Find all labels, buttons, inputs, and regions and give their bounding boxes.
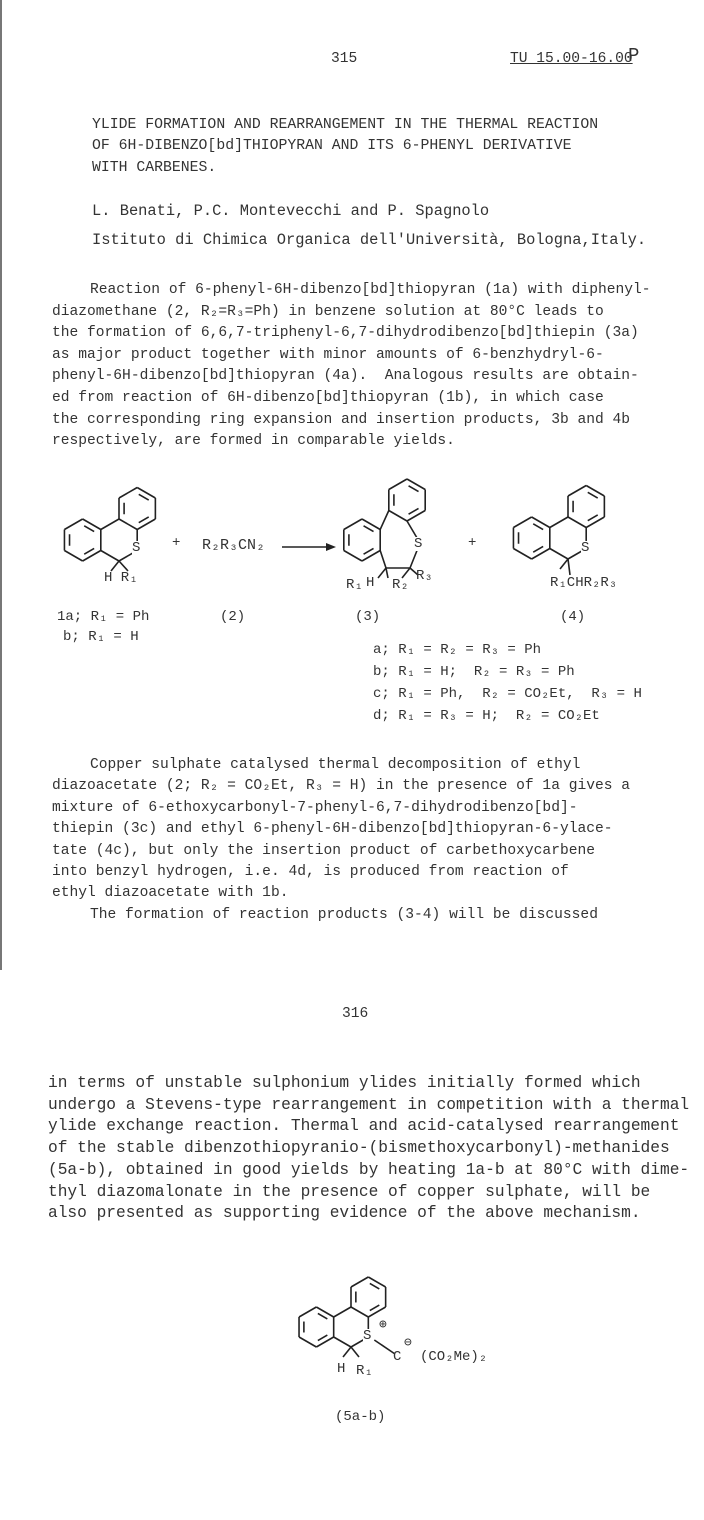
page-number: 316 <box>342 1006 369 1022</box>
arrow-head <box>326 543 336 551</box>
bond <box>550 517 568 528</box>
text-line: in terms of unstable sulphonium ylides initially formed which <box>48 1074 641 1092</box>
bond <box>351 1307 368 1317</box>
bond <box>139 494 149 500</box>
bond <box>84 548 94 554</box>
bond <box>364 548 374 554</box>
text-line: respectively, are formed in comparable yields. <box>52 433 455 450</box>
bond <box>586 517 604 528</box>
text-line: Reaction of 6-phenyl-6H-dibenzo[bd]thiopyran (1a) with diphenyl- <box>90 282 651 298</box>
bond <box>137 519 155 530</box>
bond <box>351 1277 368 1287</box>
session-letter: P <box>628 45 640 67</box>
title-line: WITH CARBENES. <box>92 160 217 176</box>
bond <box>351 1347 359 1357</box>
bond <box>299 1307 316 1317</box>
ylide-r1: R₁ <box>356 1363 373 1379</box>
bond <box>334 1307 351 1317</box>
bond <box>318 1335 327 1340</box>
thiepin-r1: R₁ <box>346 577 363 593</box>
session-code: TU 15.00-16.00 <box>510 51 633 67</box>
variant-a: a; R₁ = R₂ = R₃ = Ph <box>373 642 542 658</box>
bond <box>370 1305 379 1310</box>
bond <box>316 1307 333 1317</box>
bond <box>119 488 137 499</box>
bond <box>299 1337 316 1347</box>
text-line: the formation of 6,6,7-triphenyl-6,7-dihydrodibenzo[bd]thiepin (3a) <box>52 325 639 342</box>
bond <box>588 492 598 498</box>
bond <box>533 524 543 530</box>
bond <box>533 546 543 552</box>
bond <box>389 511 407 522</box>
bond <box>316 1337 333 1347</box>
bond <box>362 519 380 530</box>
bond <box>101 551 119 562</box>
bond <box>386 568 388 578</box>
bond <box>407 479 425 490</box>
bond <box>83 551 101 562</box>
plus-sign: + <box>172 535 181 551</box>
bond <box>550 549 568 560</box>
bond <box>83 519 101 530</box>
ylide-h: H <box>337 1361 346 1377</box>
plus-sign: + <box>468 535 477 551</box>
bond <box>318 1313 327 1318</box>
bond <box>513 549 531 560</box>
text-line: (5a-b), obtained in good yields by heating 1a-b at 80°C with dime- <box>48 1160 690 1179</box>
compound-label-1a: 1a; R₁ = Ph <box>57 609 150 625</box>
sulfur-atom-1: S <box>132 540 141 556</box>
bond <box>139 517 149 523</box>
structure-3 <box>344 479 425 578</box>
compound-label-1b: b; R₁ = H <box>63 629 139 645</box>
text-line: thyl diazomalonate in the presence of copper sulphate, will be <box>48 1182 651 1201</box>
variant-c: c; R₁ = Ph, R₂ = CO₂Et, R₃ = H <box>373 686 642 702</box>
bond <box>568 559 570 575</box>
negative-charge-icon: ⊖ <box>404 1335 412 1350</box>
text-line: mixture of 6-ethoxycarbonyl-7-phenyl-6,7-dihydrodibenzo[bd]- <box>52 799 578 816</box>
compound-label-4: (4) <box>560 609 586 625</box>
variant-b: b; R₁ = H; R₂ = R₃ = Ph <box>373 664 575 680</box>
text-line: thiepin (3c) and ethyl 6-phenyl-6H-dibenzo[bd]thiopyran-6-ylace- <box>52 821 613 838</box>
text-line: the corresponding ring expansion and insertion products, 3b and 4b <box>52 411 631 428</box>
bond <box>344 519 362 530</box>
sulfur-atom-5: S <box>363 1328 372 1344</box>
bond <box>588 515 598 521</box>
page-number: 315 <box>331 51 358 67</box>
text-line: also presented as supporting evidence of the above mechanism. <box>48 1204 641 1223</box>
bond <box>532 549 550 560</box>
text-line: of the stable dibenzothiopyranio-(bismethoxycarbonyl)-methanides <box>48 1139 670 1158</box>
title-line: YLIDE FORMATION AND REARRANGEMENT IN THE THERMAL REACTION <box>92 117 599 133</box>
bond <box>362 551 380 562</box>
text-line: phenyl-6H-dibenzo[bd]thiopyran (4a). Analogous results are obtain- <box>52 368 639 385</box>
text-line: undergo a Stevens-type rearrangement in competition with a thermal <box>48 1095 690 1114</box>
bond <box>409 508 419 514</box>
bond <box>364 526 374 532</box>
bond <box>370 1283 379 1288</box>
text-line: tate (4c), but only the insertion product of carbethoxycarbene <box>52 842 595 859</box>
text-line: ed from reaction of 6H-dibenzo[bd]thiopyran (1b), in which case <box>52 390 604 406</box>
bond <box>368 1307 385 1317</box>
bond <box>119 519 137 530</box>
compound-label-5: (5a-b) <box>335 1409 386 1425</box>
insertion-substituent: R₁CHR₂R₃ <box>550 575 618 591</box>
bond <box>84 526 94 532</box>
positive-charge-icon: ⊕ <box>379 1317 387 1332</box>
diazo-reagent: R₂R₃CN₂ <box>202 537 266 554</box>
bond <box>378 568 386 578</box>
bond <box>568 517 586 528</box>
reaction-arrow-icon <box>282 543 336 551</box>
bond <box>380 551 386 569</box>
text-line: as major product together with minor amounts of 6-benzhydryl-6- <box>52 346 604 363</box>
bond <box>343 1347 351 1357</box>
compound-label-2: (2) <box>220 609 246 625</box>
bond <box>64 551 82 562</box>
bond <box>568 486 586 497</box>
bond <box>368 1277 385 1287</box>
authors: L. Benati, P.C. Montevecchi and P. Spagnolo <box>92 202 490 220</box>
text-line: diazomethane (2, R₂=R₃=Ph) in benzene solution at 80°C leads to <box>52 303 604 320</box>
text-line: Copper sulphate catalysed thermal decomposition of ethyl <box>90 757 581 773</box>
bond <box>409 486 419 492</box>
ester-groups: (CO₂Me)₂ <box>420 1349 488 1365</box>
text-line: ylide exchange reaction. Thermal and acid-catalysed rearrangement <box>48 1117 680 1136</box>
ylide-carbon: C <box>393 1349 402 1365</box>
substituents-1: H R₁ <box>104 570 138 586</box>
sulfur-atom-4: S <box>581 540 590 556</box>
bond <box>407 511 425 522</box>
structure-4 <box>513 486 604 576</box>
bond <box>344 551 362 562</box>
bond <box>532 517 550 528</box>
affiliation: Istituto di Chimica Organica dell'Università, Bologna,Italy. <box>92 231 647 249</box>
bond <box>101 519 119 530</box>
sulfur-atom-3: S <box>414 536 423 552</box>
text-line: The formation of reaction products (3-4) will be discussed <box>90 906 598 923</box>
text-line: into benzyl hydrogen, i.e. 4d, is produced from reaction of <box>52 864 569 880</box>
bond <box>380 511 389 530</box>
text-line: ethyl diazoacetate with 1b. <box>52 885 289 902</box>
thiepin-r3: R₃ <box>416 568 433 584</box>
bond <box>374 1340 395 1354</box>
bond <box>389 479 407 490</box>
variant-d: d; R₁ = R₃ = H; R₂ = CO₂Et <box>373 708 600 724</box>
bond <box>334 1337 351 1347</box>
bond <box>64 519 82 530</box>
compound-label-3: (3) <box>355 609 381 625</box>
bond <box>560 559 568 569</box>
bond <box>586 486 604 497</box>
bond <box>137 488 155 499</box>
thiepin-h: H <box>366 575 375 591</box>
bond <box>513 517 531 528</box>
thiepin-r2: R₂ <box>392 577 409 593</box>
title-line: OF 6H-DIBENZO[bd]THIOPYRAN AND ITS 6-PHENYL DERIVATIVE <box>92 138 572 154</box>
structure-1 <box>64 488 155 572</box>
text-line: diazoacetate (2; R₂ = CO₂Et, R₃ = H) in the presence of 1a gives a <box>52 778 631 795</box>
